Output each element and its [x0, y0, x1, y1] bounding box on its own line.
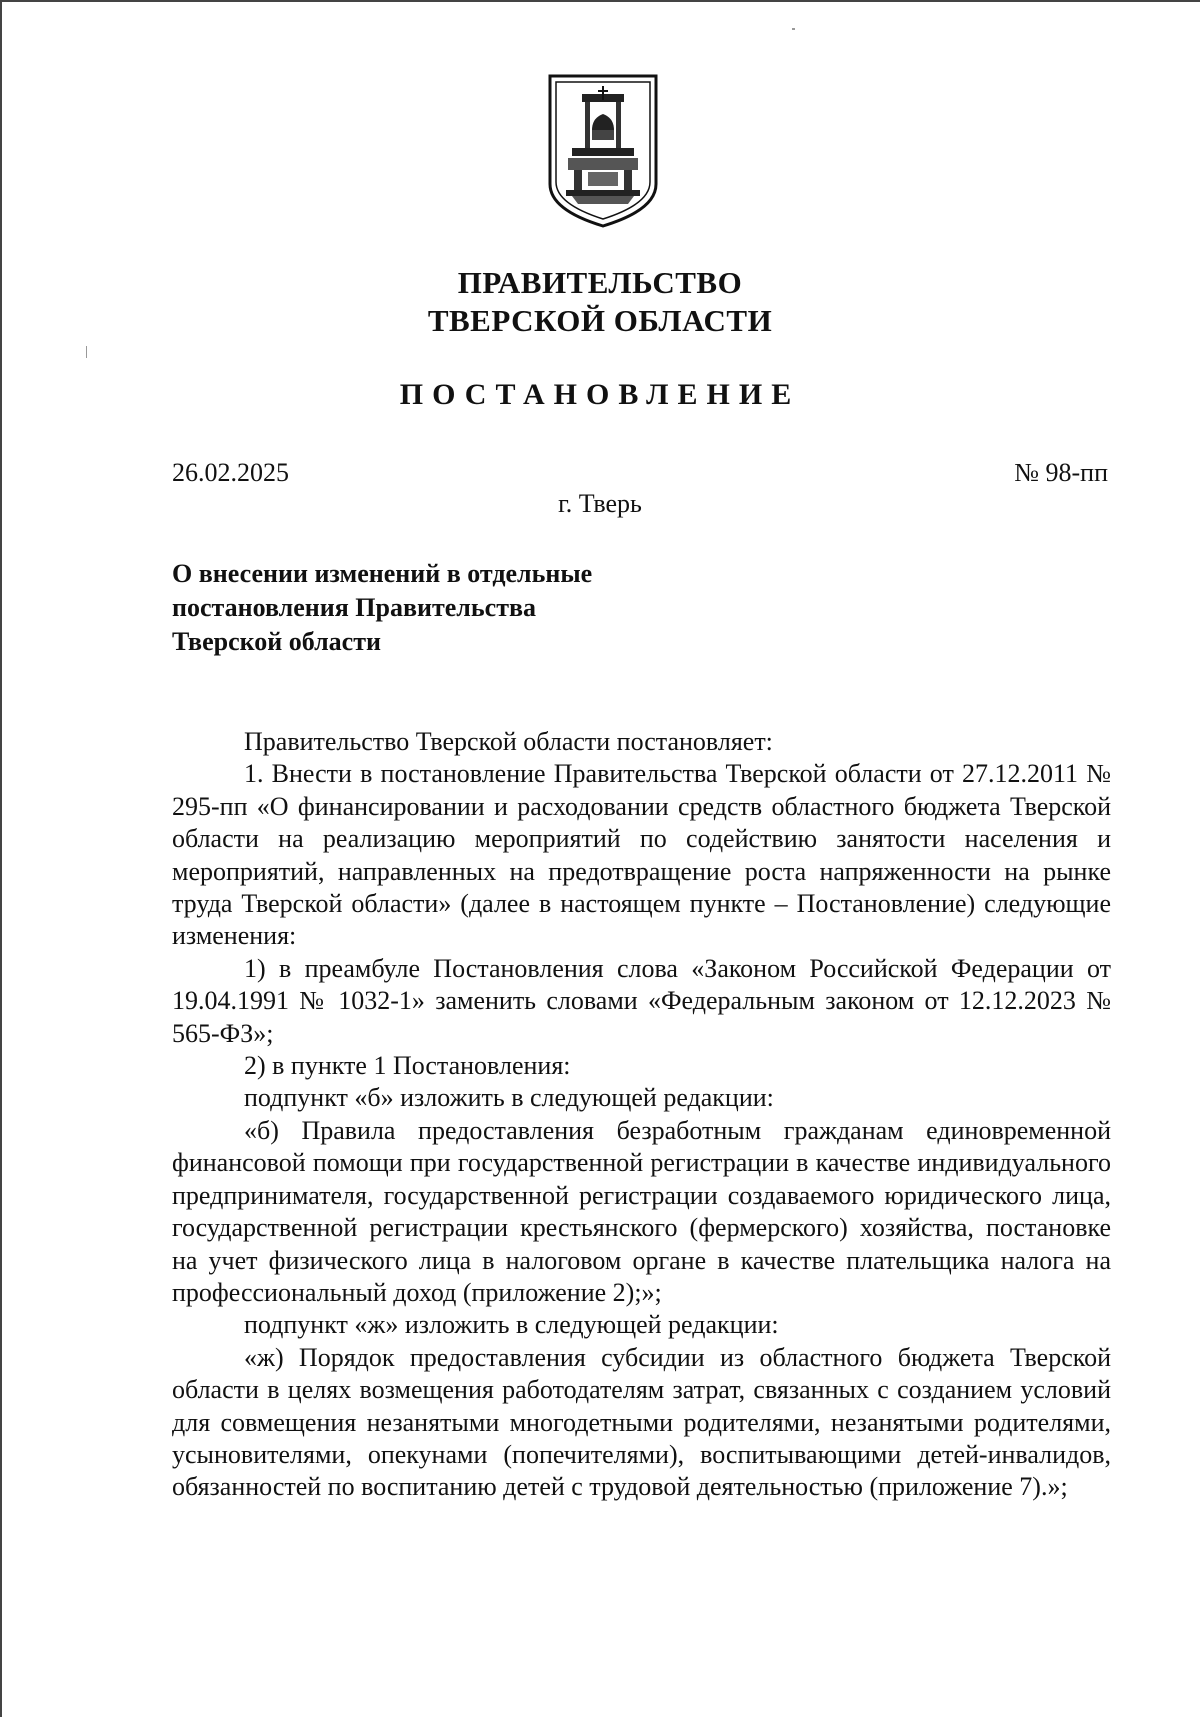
document-city: г. Тверь — [558, 489, 642, 518]
body-paragraph: 1. Внести в постановление Правительства Тверской области от 27.12.2011 № 295-пп «О финансировании и расходовании средств областного бюджета Тверской области на реализацию мероприятий по содействию занятости населения и мероприятий, направленных на предотвращение роста напряженности на рынке труда Тверской области» (далее в настоящем пункте – Постановление) следующие изменения: — [172, 759, 1111, 951]
body-paragraph: Правительство Тверской области постановляет: — [244, 727, 773, 756]
government-title-line2: ТВЕРСКОЙ ОБЛАСТИ — [427, 303, 773, 338]
body-paragraph: 1) в преамбуле Постановления слова «Законом Российской Федерации от 19.04.1991 № 1032-1» заменить словами «Федеральным законом от 12.12.2023 № 565-ФЗ»; — [172, 953, 1111, 1048]
body-paragraph: подпункт «ж» изложить в следующей редакции: — [244, 1310, 779, 1340]
document-date: 26.02.2025 — [172, 458, 289, 487]
scan-mark — [792, 28, 795, 30]
document-number: № 98-пп — [1014, 458, 1108, 487]
subject-line: постановления Правительства — [172, 593, 536, 622]
subject-line: О внесении изменений в отдельные — [172, 559, 593, 588]
document-body — [172, 726, 1111, 1504]
government-title-line1: ПРАВИТЕЛЬСТВО — [457, 265, 743, 300]
scan-edge-left — [0, 0, 2, 1717]
body-paragraph: 2) в пункте 1 Постановления: — [244, 1051, 571, 1081]
document-type-title: ПОСТАНОВЛЕНИЕ — [399, 378, 801, 411]
scan-mark — [86, 346, 87, 358]
body-paragraph: «б) Правила предоставления безработным гражданам единовременной финансовой помощи при государственной регистрации в качестве индивидуального предпринимателя, государственной регистрации создаваемого юридического лица, государственной регистрации крестьянского (фермерского) хозяйства, постановке на учет физического лица в налоговом органе в качестве плательщика налога на профессиональный доход (приложение 2);»; — [172, 1115, 1111, 1307]
scan-edge-top — [0, 0, 1200, 2]
document-subject — [172, 557, 592, 659]
body-paragraph: «ж) Порядок предоставления субсидии из областного бюджета Тверской области в целях возмещения работодателям затрат, связанных с созданием условий для совмещения незанятыми многодетными родителями, незанятыми родителями, усыновителями, опекунами (попечителями), воспитывающими детей-инвалидов, обязанностей по воспитанию детей с трудовой деятельностью (приложение 7).»; — [172, 1342, 1111, 1502]
coat-of-arms-emblem — [548, 74, 658, 228]
subject-line: Тверской области — [172, 627, 381, 656]
body-paragraph: подпункт «б» изложить в следующей редакции: — [244, 1083, 774, 1113]
